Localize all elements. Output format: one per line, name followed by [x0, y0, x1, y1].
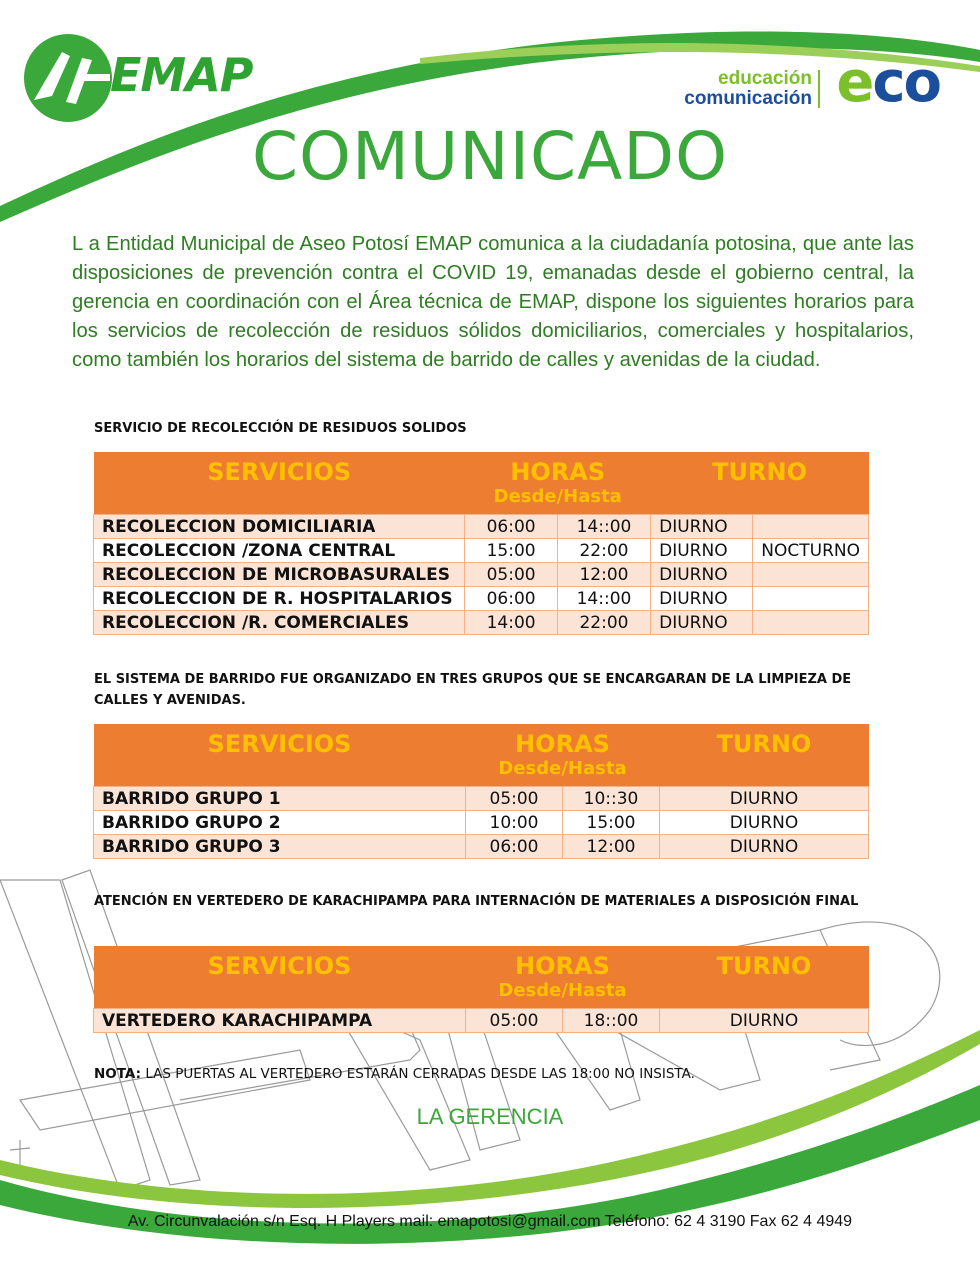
signature: LA GERENCIA: [416, 1104, 564, 1129]
time-from: 15:00: [465, 539, 557, 563]
service-name: RECOLECCION DOMICILIARIA: [94, 515, 465, 539]
table-row: [94, 787, 869, 811]
turn: DIURNO: [660, 787, 869, 811]
col-header-servicios: SERVICIOS: [94, 946, 466, 980]
time-to: 14::00: [557, 587, 650, 611]
turn-secondary: [753, 611, 869, 635]
turn-primary: DIURNO: [651, 563, 753, 587]
service-name: VERTEDERO KARACHIPAMPA: [94, 1009, 466, 1033]
col-header-servicios: SERVICIOS: [94, 452, 465, 486]
turn-primary: DIURNO: [651, 515, 753, 539]
service-name: BARRIDO GRUPO 2: [94, 811, 466, 835]
turn-secondary: [753, 587, 869, 611]
table-row: [94, 539, 869, 563]
time-to: 22:00: [557, 539, 650, 563]
note: [94, 1066, 695, 1082]
time-from: 05:00: [466, 787, 563, 811]
turn-secondary: NOCTURNO: [753, 539, 869, 563]
time-to: 12:00: [563, 835, 660, 859]
service-name: RECOLECCION DE R. HOSPITALARIOS: [94, 587, 465, 611]
eco-logo: [670, 50, 940, 115]
col-header-turno: TURNO: [660, 724, 869, 758]
time-to: 10::30: [563, 787, 660, 811]
note-label: NOTA:: [94, 1066, 142, 1082]
turn-secondary: [753, 515, 869, 539]
turn-secondary: [753, 563, 869, 587]
col-header-horas: HORAS: [466, 946, 660, 980]
table-row: [94, 563, 869, 587]
col-subheader-desde-hasta: Desde/Hasta: [466, 980, 660, 1009]
service-name: RECOLECCION /ZONA CENTRAL: [94, 539, 465, 563]
table-row: [94, 611, 869, 635]
col-header-servicios: SERVICIOS: [94, 724, 466, 758]
time-to: 14::00: [557, 515, 650, 539]
table-row: [94, 835, 869, 859]
col-header-horas: HORAS: [465, 452, 651, 486]
table-header-row: [94, 452, 869, 486]
table-row: [94, 587, 869, 611]
collection-schedule-table: [93, 452, 869, 635]
time-to: 15:00: [563, 811, 660, 835]
turn: DIURNO: [660, 811, 869, 835]
time-from: 06:00: [466, 835, 563, 859]
service-name: RECOLECCION /R. COMERCIALES: [94, 611, 465, 635]
section2-heading: EL SISTEMA DE BARRIDO FUE ORGANIZADO EN TRES GRUPOS QUE SE ENCARGARAN DE LA LIMPIEZA DE CALLES Y AVENIDAS.: [94, 672, 852, 708]
turn: DIURNO: [660, 1009, 869, 1033]
emap-logo: [22, 30, 253, 126]
intro-paragraph: L a Entidad Municipal de Aseo Potosí EMAP comunica a la ciudadanía potosina, que ante las disposiciones de prevención contra el COVID 19, emanadas desde el gobierno central, la gerencia en coordinación con el Área técnica de EMAP, dispone los siguientes horarios para los servicios de recolección de residuos sólidos domiciliarios, comerciales y hospitalarios, como también los horarios del sistema de barrido de calles y avenidas de la ciudad.: [72, 233, 914, 371]
col-header-turno: TURNO: [651, 452, 869, 486]
col-header-turno: TURNO: [660, 946, 869, 980]
emap-logo-text: EMAP: [110, 48, 253, 102]
eco-logo-co: co: [872, 50, 940, 115]
turn: DIURNO: [660, 835, 869, 859]
service-name: BARRIDO GRUPO 3: [94, 835, 466, 859]
eco-logo-divider: [818, 70, 820, 108]
table-row: [94, 1009, 869, 1033]
table-row: [94, 811, 869, 835]
col-subheader-desde-hasta: Desde/Hasta: [465, 486, 651, 515]
time-to: 22:00: [557, 611, 650, 635]
table-subheader-row: [94, 486, 869, 515]
table-subheader-row: [94, 980, 869, 1009]
service-name: BARRIDO GRUPO 1: [94, 787, 466, 811]
note-text: LAS PUERTAS AL VERTEDERO ESTARÁN CERRADAS DESDE LAS 18:00 NO INSISTA.: [141, 1066, 695, 1082]
time-from: 06:00: [465, 515, 557, 539]
time-from: 14:00: [465, 611, 557, 635]
time-from: 06:00: [465, 587, 557, 611]
emap-emblem-icon: [22, 30, 112, 126]
eco-logo-line1: educación: [718, 68, 812, 89]
table-header-row: [94, 724, 869, 758]
table-header-row: [94, 946, 869, 980]
section3-heading: ATENCIÓN EN VERTEDERO DE KARACHIPAMPA PARA INTERNACIÓN DE MATERIALES A DISPOSICIÓN FINAL: [94, 894, 859, 909]
col-subheader-desde-hasta: Desde/Hasta: [466, 758, 660, 787]
page-title: COMUNICADO: [251, 118, 729, 195]
turn-primary: DIURNO: [651, 611, 753, 635]
time-from: 10:00: [466, 811, 563, 835]
time-to: 18::00: [563, 1009, 660, 1033]
service-name: RECOLECCION DE MICROBASURALES: [94, 563, 465, 587]
col-header-horas: HORAS: [466, 724, 660, 758]
time-from: 05:00: [465, 563, 557, 587]
section1-heading: SERVICIO DE RECOLECCIÓN DE RESIDUOS SOLIDOS: [94, 421, 467, 436]
table-row: [94, 515, 869, 539]
time-to: 12:00: [557, 563, 650, 587]
eco-logo-e: e: [836, 50, 873, 115]
table-subheader-row: [94, 758, 869, 787]
eco-logo-line2: comunicación: [684, 88, 812, 109]
sweeping-schedule-table: [93, 724, 869, 859]
time-from: 05:00: [466, 1009, 563, 1033]
footer-contact: Av. Circunvalación s/n Esq. H Players mail: emapotosi@gmail.com Teléfono: 62 4 3190 Fax 62 4 4949: [127, 1213, 853, 1230]
turn-primary: DIURNO: [651, 539, 753, 563]
eco-logo-mark: [836, 50, 940, 115]
landfill-schedule-table: [93, 946, 869, 1033]
turn-primary: DIURNO: [651, 587, 753, 611]
